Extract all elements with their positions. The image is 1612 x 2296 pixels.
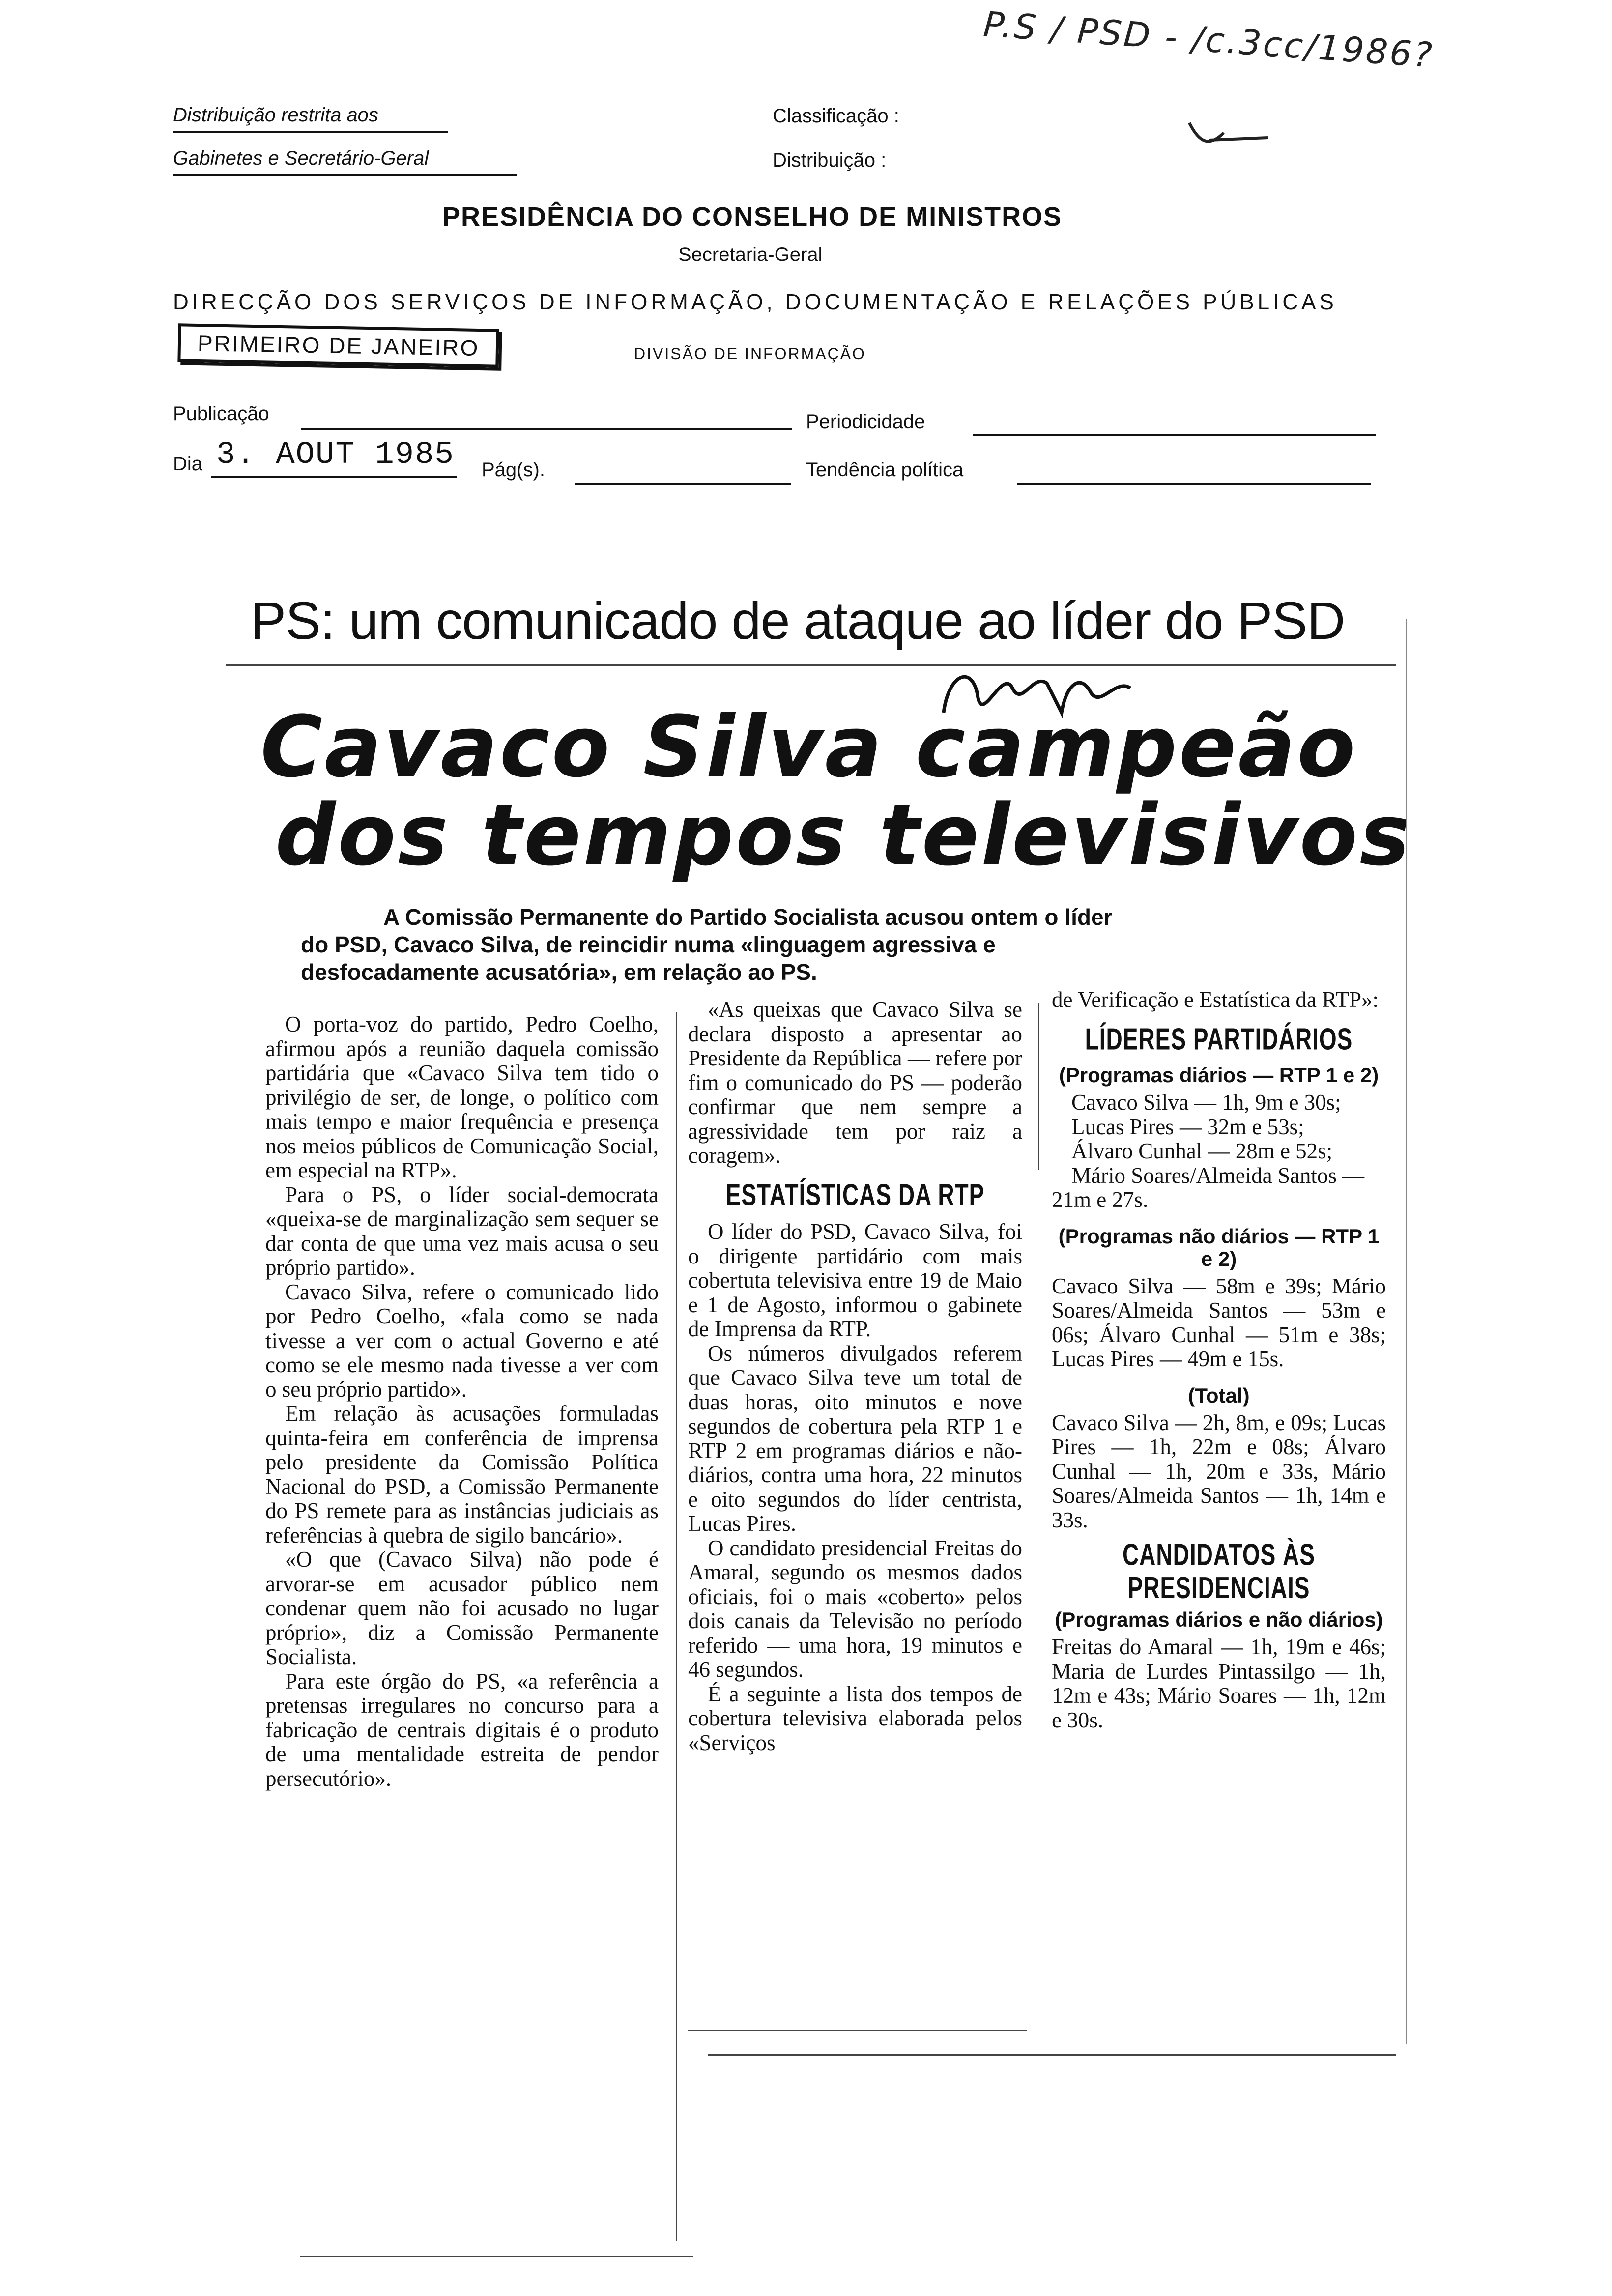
date-value: 3. AOUT 1985 bbox=[216, 437, 455, 473]
column-divider-1 bbox=[676, 1012, 677, 2241]
clipping-right-edge bbox=[1406, 619, 1407, 2044]
col3-subheading-candidates: CANDIDATOS ÀS PRESIDENCIAIS bbox=[1122, 1537, 1316, 1605]
col3-total-text: Cavaco Silva — 2h, 8m, e 09s; Lucas Pires — 1h, 22m e 08s; Álvaro Cunhal — 1h, 20m e 33s, Mário Soares/Almeida Santos — 1h, 14m e 33s. bbox=[1052, 1410, 1386, 1532]
restricted-distribution-line-2: Gabinetes e Secretário-Geral bbox=[173, 147, 429, 169]
periodicity-field-line bbox=[973, 434, 1376, 436]
publication-label: Publicação bbox=[173, 403, 269, 425]
article-lead-line-3: desfocadamente acusatória», em relação ao PS. bbox=[301, 959, 817, 985]
article-column-2 bbox=[688, 998, 1022, 1755]
col3-line-1: Cavaco Silva — 1h, 9m e 30s; bbox=[1071, 1090, 1341, 1115]
article-headline-line-2: dos tempos televisivos bbox=[275, 786, 1412, 885]
col1-paragraph-4: Em relação às acusações formuladas quinta-feira em conferência de imprensa pelo presidente da Comissão Política Nacional do PSD, a Comissão Permanente do PS remete para as instâncias judiciais as referências à quebra de sigilo bancário». bbox=[265, 1401, 659, 1548]
col3-subheading-leaders: LÍDERES PARTIDÁRIOS bbox=[1085, 1021, 1353, 1056]
col3-candidates-text: Freitas do Amaral — 1h, 19m e 46s; Maria de Lurdes Pintassilgo — 1h, 12m e 43s; Mário Soares — 1h, 12m e 30s. bbox=[1052, 1635, 1386, 1732]
restricted-underline-2 bbox=[173, 174, 517, 176]
col1-paragraph-3: Cavaco Silva, refere o comunicado lido por Pedro Coelho, «fala como se nada tivesse a ver com o actual Governo e até como se ele mesmo nada tivesse a ver com o seu próprio partido». bbox=[265, 1279, 659, 1402]
classification-label: Classificação : bbox=[773, 105, 899, 127]
col1-paragraph-1: O porta-voz do partido, Pedro Coelho, afirmou após a reunião daquela comissão partidária que «Cavaco Silva tem tido o privilégio de ser, de longe, o político com mais tempo e maior frequência e presença nos meios públicos de Comunicação Social, em especial na RTP». bbox=[265, 1012, 659, 1182]
col3-group-non-daily: (Programas não diários — RTP 1 e 2) bbox=[1058, 1224, 1380, 1270]
restricted-underline-1 bbox=[173, 131, 448, 133]
col2-subheading: ESTATÍSTICAS DA RTP bbox=[725, 1177, 985, 1212]
presidency-title: PRESIDÊNCIA DO CONSELHO DE MINISTROS bbox=[442, 202, 1063, 231]
distribution-label: Distribuição : bbox=[773, 149, 887, 171]
column-3-bottom-rule bbox=[708, 2054, 1396, 2056]
col3-group-candidates: (Programas diários e não diários) bbox=[1055, 1608, 1383, 1631]
periodicity-label: Periodicidade bbox=[806, 411, 925, 432]
article-lead-line-2: do PSD, Cavaco Silva, de reincidir numa «linguagem agressiva e bbox=[301, 932, 996, 957]
col1-paragraph-2: Para o PS, o líder social-democrata «queixa-se de marginalização sem sequer se dar conta de que uma vez mais acusa o seu próprio partido». bbox=[265, 1182, 659, 1280]
col1-paragraph-5: «O que (Cavaco Silva) não pode é arvorar-se em acusador público nem condenar quem não foi acusado no lugar próprio», diz a Comissão Permanente Socialista. bbox=[265, 1547, 659, 1669]
secretariat-label: Secretaria-Geral bbox=[678, 244, 823, 265]
political-tendency-field-line bbox=[1017, 483, 1371, 485]
col2-paragraph-3: O candidato presidencial Freitas do Amaral, segundo os mesmos dados oficiais, foi o mais «coberto» pelos dois canais da Televisão no período referido — uma hora, 19 minutos e 46 segundos. bbox=[688, 1535, 1022, 1682]
article-headline-line-1: Cavaco Silva campeão bbox=[260, 697, 1357, 796]
col3-line-4: Mário Soares/Almeida Santos — 21m e 27s. bbox=[1052, 1163, 1365, 1212]
col2-top-paragraph: «As queixas que Cavaco Silva se declara disposto a apresentar ao Presidente da República — refere por fim o comunicado do PS — poderão confirmar que nem sempre a agressividade tem por raiz a coragem». bbox=[688, 997, 1022, 1168]
article-column-3 bbox=[1052, 988, 1386, 1732]
col3-line-3: Álvaro Cunhal — 28m e 52s; bbox=[1071, 1139, 1333, 1163]
day-label: Dia bbox=[173, 453, 203, 475]
publication-field-line bbox=[301, 428, 792, 430]
division-label: DIVISÃO DE INFORMAÇÃO bbox=[634, 345, 866, 363]
col3-group-daily: (Programas diários — RTP 1 e 2) bbox=[1059, 1063, 1379, 1087]
col1-paragraph-6: Para este órgão do PS, «a referência a pretensas irregulares no concurso para a fabricação de centrais digitais é o produto de uma mentalidade estreita de pendor persecutório». bbox=[265, 1668, 659, 1791]
column-2-bottom-rule bbox=[688, 2030, 1027, 2031]
pages-label: Pág(s). bbox=[482, 459, 545, 481]
col3-non-daily-text: Cavaco Silva — 58m e 39s; Mário Soares/Almeida Santos — 53m e 06s; Álvaro Cunhal — 51m e 38s; Lucas Pires — 49m e 15s. bbox=[1052, 1273, 1386, 1371]
col3-top-paragraph: de Verificação e Estatística da RTP»: bbox=[1052, 987, 1379, 1012]
handwritten-initial-mark bbox=[1180, 113, 1278, 157]
article-lead-line-1: A Comissão Permanente do Partido Socialista acusou ontem o líder bbox=[383, 904, 1113, 930]
restricted-distribution-line-1: Distribuição restrita aos bbox=[173, 104, 378, 126]
date-field-line bbox=[211, 476, 457, 478]
directorate-title: DIRECÇÃO DOS SERVIÇOS DE INFORMAÇÃO, DOCUMENTAÇÃO E RELAÇÕES PÚBLICAS bbox=[173, 290, 1337, 314]
col2-paragraph-2: Os números divulgados referem que Cavaco Silva teve um total de duas horas, oito minutos e nove segundos de cobertura pela RTP 1 e RTP 2 em programas diários e não-diários, contra uma hora, 22 minutos e oito segundos do líder centrista, Lucas Pires. bbox=[688, 1341, 1022, 1536]
col2-paragraph-1: O líder do PSD, Cavaco Silva, foi o dirigente partidário com mais cobertuta televisiva entre 19 de Maio e 1 de Agosto, informou o gabinete de Imprensa da RTP. bbox=[688, 1219, 1022, 1341]
handwritten-headline-scribble bbox=[934, 654, 1140, 727]
col3-group-total: (Total) bbox=[1188, 1383, 1250, 1407]
column-divider-2 bbox=[1038, 1003, 1039, 1170]
kicker-rule bbox=[226, 664, 1396, 666]
handwritten-annotation: P.S / PSD - /c.3cc/1986? bbox=[982, 4, 1436, 76]
clipping-bottom-edge bbox=[300, 2256, 693, 2257]
col3-line-2: Lucas Pires — 32m e 53s; bbox=[1071, 1114, 1304, 1139]
pages-field-line bbox=[575, 483, 791, 485]
publication-stamp: PRIMEIRO DE JANEIRO bbox=[177, 323, 499, 367]
article-column-1 bbox=[265, 1012, 659, 1791]
political-tendency-label: Tendência política bbox=[806, 459, 964, 481]
col2-paragraph-4: É a seguinte a lista dos tempos de cobertura televisiva elaborada pelos «Serviços bbox=[688, 1681, 1022, 1755]
article-kicker: PS: um comunicado de ataque ao líder do PSD bbox=[251, 591, 1345, 650]
